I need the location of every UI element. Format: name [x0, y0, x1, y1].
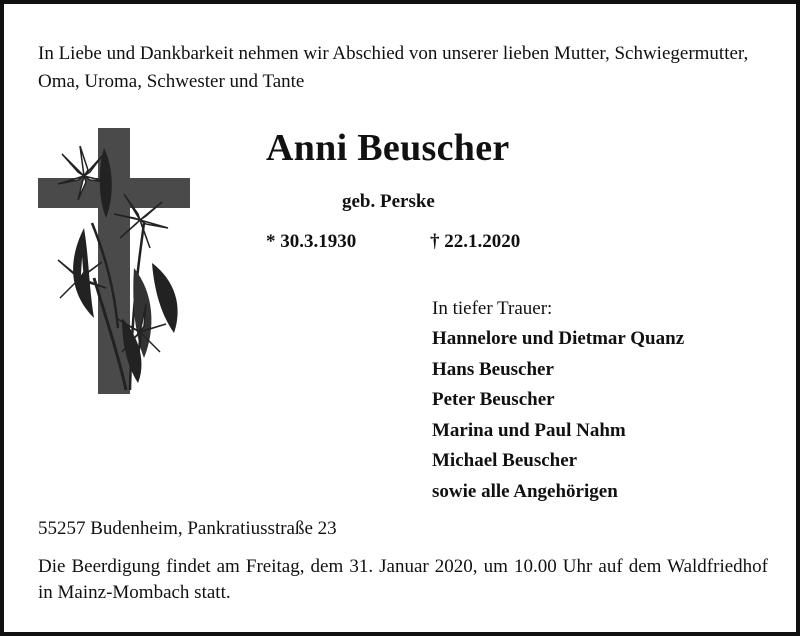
deceased-name: Anni Beuscher — [266, 127, 510, 169]
mourning-heading: In tiefer Trauer: — [432, 298, 553, 319]
birth-date: * 30.3.1930 — [266, 231, 357, 252]
funeral-info: Die Beerdigung findet am Freitag, dem 31. Januar 2020, um 10.00 Uhr auf dem Waldfriedhof in Mainz-Mombach statt. — [38, 556, 768, 603]
list-item: sowie alle Angehörigen — [432, 480, 618, 502]
address-text: 55257 Budenheim, Pankratiusstraße 23 — [38, 518, 337, 539]
mourners-list — [432, 324, 684, 507]
cross-with-lilies-icon — [34, 128, 194, 394]
intro-text: In Liebe und Dankbarkeit nehmen wir Abschied von unserer lieben Mutter, Schwiegermutter, Oma, Uroma, Schwester und Tante — [38, 43, 749, 92]
list-item: Michael Beuscher — [432, 450, 578, 471]
death-date: † 22.1.2020 — [430, 231, 521, 252]
mourners-block — [432, 294, 684, 507]
list-item: Hans Beuscher — [432, 358, 554, 380]
list-item: Hannelore und Dietmar Quanz — [432, 328, 685, 349]
maiden-name: geb. Perske — [342, 191, 435, 212]
list-item: Marina und Paul Nahm — [432, 419, 626, 441]
list-item: Peter Beuscher — [432, 389, 555, 410]
